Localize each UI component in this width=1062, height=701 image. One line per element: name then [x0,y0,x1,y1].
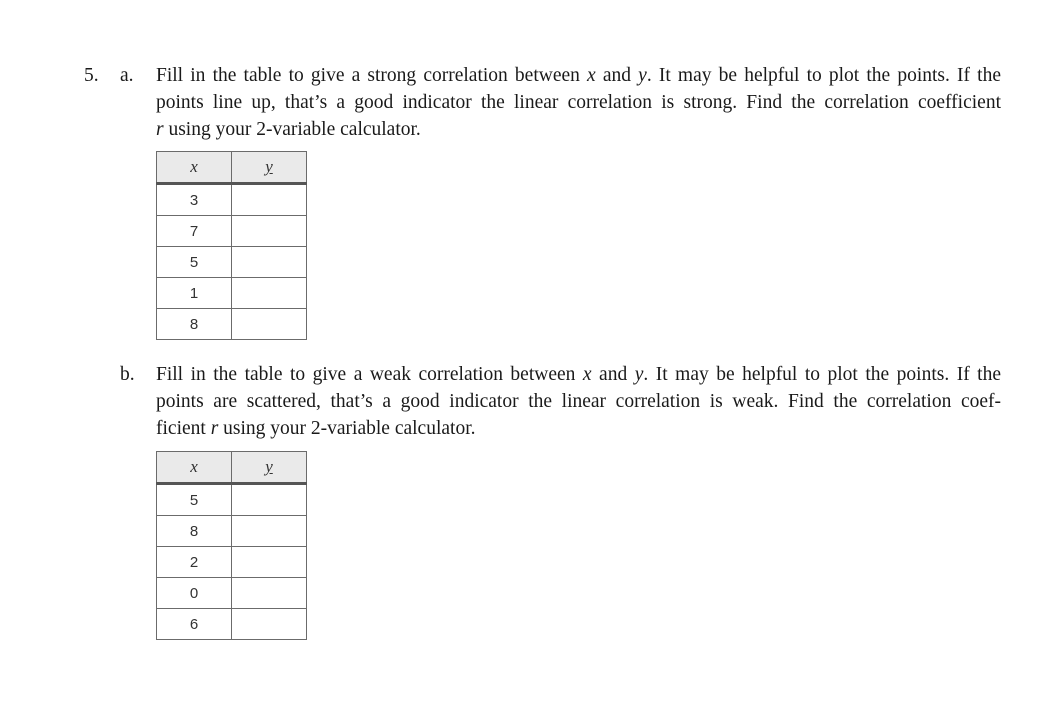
table-row [157,516,307,547]
math-variable: r [156,119,164,140]
part-b-instructions [156,361,1001,442]
part-a-letter: a. [120,65,134,86]
part-a-table [156,151,307,340]
x-value-cell: 8 [157,516,232,547]
table-row [157,247,307,278]
x-value-cell: 2 [157,547,232,578]
x-value-cell: 1 [157,278,232,309]
table-row [157,278,307,309]
instruction-line: r using your 2-variable calculator. [156,119,421,140]
y-value-cell[interactable] [232,578,307,609]
x-value-cell: 5 [157,484,232,516]
math-variable: r [210,418,219,439]
y-value-cell[interactable] [232,484,307,516]
y-value-cell[interactable] [232,216,307,247]
math-variable: y [638,65,647,86]
y-column-header: y [232,452,307,484]
table-row [157,309,307,340]
y-value-cell[interactable] [232,309,307,340]
y-value-cell[interactable] [232,516,307,547]
instruction-line: Fill in the table to give a strong correlation between x and y. It may be helpful to plot the points. If the [156,65,1002,86]
table-row [157,609,307,640]
table-row [157,216,307,247]
math-variable: x [587,65,596,86]
math-variable: y [634,364,644,385]
table-row [157,547,307,578]
table-row [157,484,307,516]
part-b-letter: b. [120,364,135,385]
x-value-cell: 6 [157,609,232,640]
table-row [157,578,307,609]
instruction-line: points line up, that’s a good indicator the linear correlation is strong. Find the correlation coefficient [156,92,1001,113]
x-value-cell: 0 [157,578,232,609]
y-value-cell[interactable] [232,247,307,278]
x-value-cell: 7 [157,216,232,247]
y-value-cell[interactable] [232,278,307,309]
instruction-line: Fill in the table to give a weak correlation between x and y. It may be helpful to plot the points. If the [156,364,1002,385]
x-column-header: x [157,452,232,484]
x-value-cell: 3 [157,184,232,216]
x-value-cell: 5 [157,247,232,278]
y-value-cell[interactable] [232,609,307,640]
x-column-header: x [157,152,232,184]
x-value-cell: 8 [157,309,232,340]
part-b-table [156,451,307,640]
y-value-cell[interactable] [232,547,307,578]
instruction-line: points are scattered, that’s a good indicator the linear correlation is weak. Find the correlation coef- [156,391,1001,412]
math-variable: x [582,364,592,385]
instruction-line: ficient r using your 2-variable calculator. [156,418,476,439]
y-column-header: y [232,152,307,184]
table-row [157,184,307,216]
part-a-instructions [156,62,1001,143]
problem-number: 5. [84,65,99,86]
y-value-cell[interactable] [232,184,307,216]
